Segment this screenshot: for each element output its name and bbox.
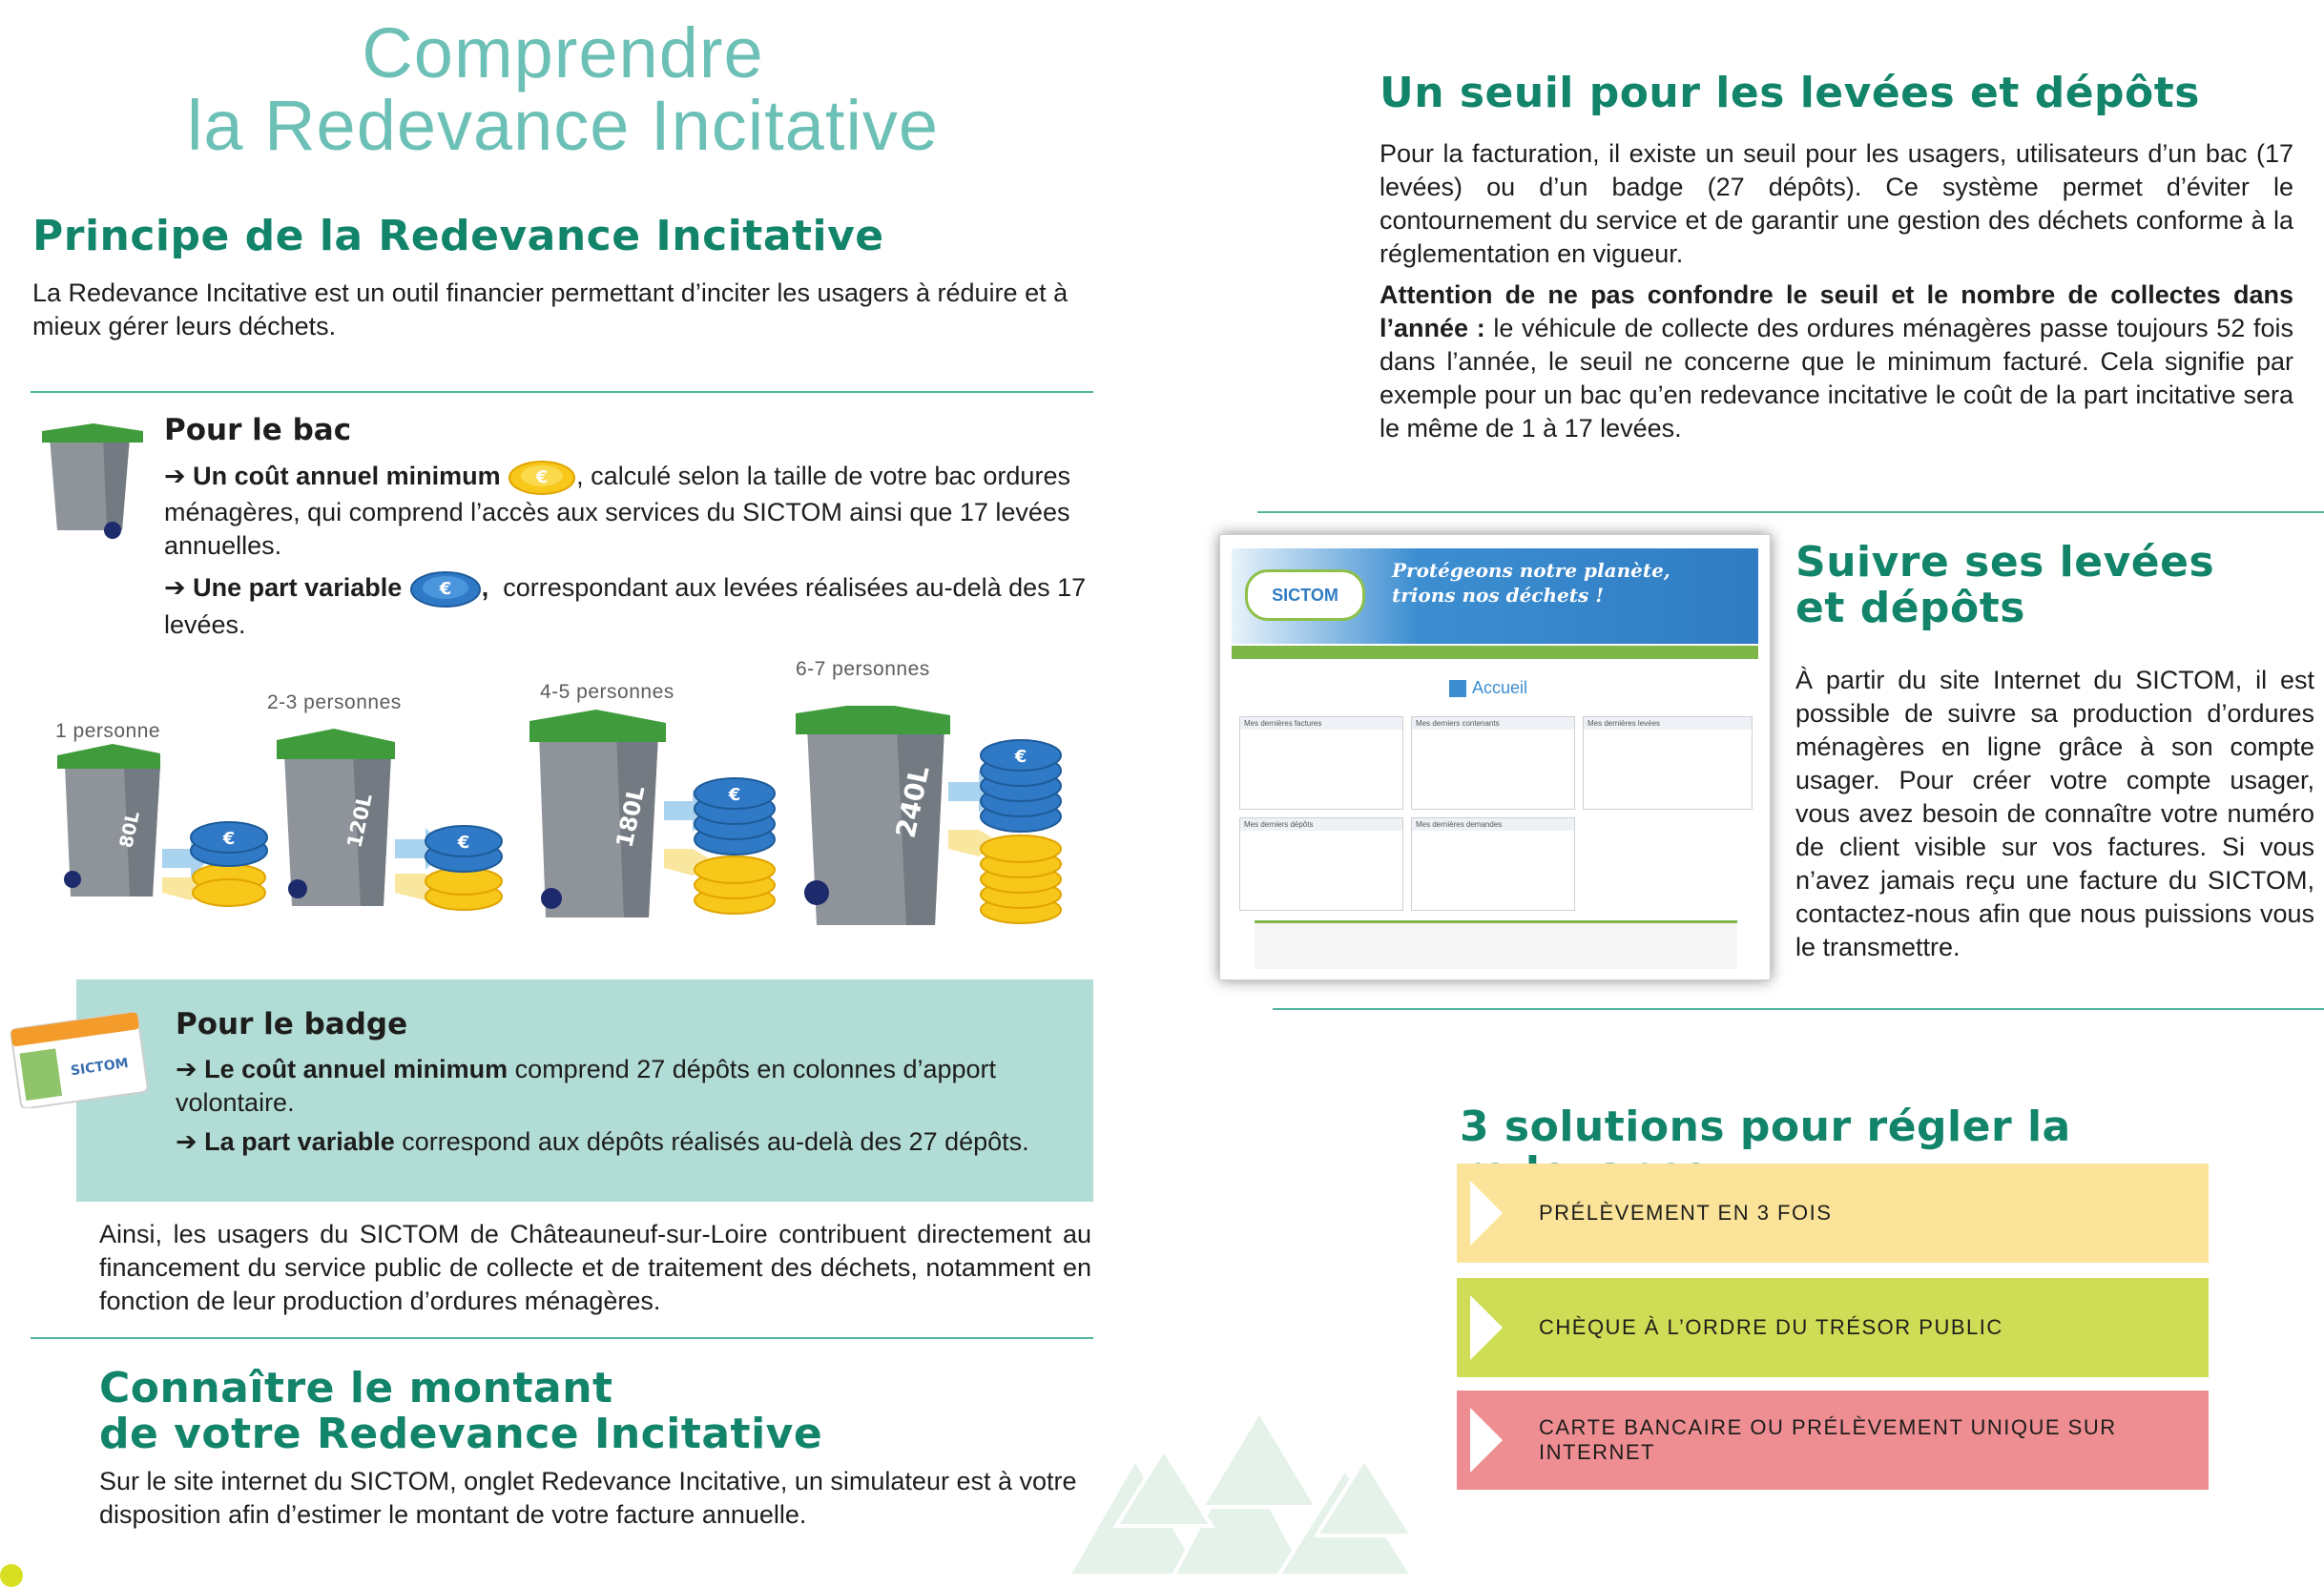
- divider: [31, 1337, 1093, 1339]
- ainsi-text: Ainsi, les usagers du SICTOM de Châteauneuf-sur-Loire contribuent directement au financement du service public de collecte et de traitement des déchets, notamment en fonction de leur production d’ordures ménagères.: [99, 1220, 1091, 1315]
- bins-illustration: [48, 706, 1078, 935]
- divider: [1257, 511, 2324, 513]
- payment-option-1: PRÉLÈVEMENT EN 3 FOIS: [1457, 1164, 2209, 1263]
- euro-label: €: [728, 785, 741, 805]
- website-screenshot: [1219, 534, 1771, 980]
- bin-label-1: 1 personne: [55, 720, 161, 742]
- screenshot-slogan: Protégeons notre planète, trions nos déchets !: [1392, 559, 1670, 607]
- triangle-right-icon: [1470, 1408, 1503, 1473]
- corner-dot: [0, 1564, 23, 1587]
- seuil-heading: Un seuil pour les levées et dépôts: [1380, 69, 2200, 117]
- screenshot-panel: [1239, 817, 1403, 911]
- suivre-heading: Suivre ses levées et dépôts: [1795, 538, 2215, 632]
- divider: [1273, 1008, 2324, 1010]
- bin-180l: [529, 710, 775, 917]
- bin-label-4: 6-7 personnes: [796, 658, 930, 680]
- seuil-para-2: Attention de ne pas confondre le seuil et le nombre de collectes dans l’année : le véhicule de collecte des ordures ménagères passe toujours 52 fois dans l’année, le seuil ne concerne que le minimum facturé. Cela signifie par exemple pour un bac qu’en redevance incitative le coût de la part incitative sera le même de 1 à 17 levées.: [1380, 280, 2294, 443]
- euro-label: €: [222, 829, 236, 849]
- sictom-logo: SICTOM: [1245, 569, 1365, 621]
- bin-size-label: 180L: [611, 783, 651, 851]
- page-title: Comprendre la Redevance Incitative: [186, 13, 940, 165]
- badge-card-icon: [8, 1011, 151, 1108]
- bin-size-label: 120L: [342, 792, 377, 851]
- badge-item-1: ➔ Le coût annuel minimum comprend 27 dépôts en colonnes d’apport volontaire.: [176, 1055, 997, 1117]
- solutions-heading: 3 solutions pour régler la: [1460, 1103, 2071, 1151]
- euro-label: €: [1014, 747, 1027, 767]
- recycle-watermark-icon: [1030, 1373, 1488, 1576]
- principe-text: La Redevance Incitative est un outil financier permettant d’inciter les usagers à réduire et à mieux gérer leurs déchets.: [32, 278, 1069, 340]
- badge-heading: Pour le badge: [176, 1007, 408, 1041]
- trash-bin-icon: [36, 418, 151, 542]
- bin-size-label: 240L: [889, 762, 936, 841]
- triangle-right-icon: [1470, 1181, 1503, 1246]
- screenshot-panel: [1411, 716, 1575, 810]
- bin-80l: [57, 744, 267, 906]
- seuil-para-1: Pour la facturation, il existe un seuil pour les usagers, utilisateurs d’un bac (17 levées) ou d’un badge (27 dépôts). Ce système permet d’éviter le contournement du service et de garantir une gestion des déchets conforme à la réglementation en vigueur.: [1380, 139, 2293, 268]
- panel-title: Mes dernières factures: [1240, 717, 1402, 730]
- screenshot-menu: [1232, 646, 1758, 659]
- arrow-right-icon: ➔: [164, 573, 186, 603]
- bin-label-2: 2-3 personnes: [267, 691, 402, 713]
- panel-title: Mes dernières demandes: [1412, 818, 1574, 831]
- payment-option-3: CARTE BANCAIRE OU PRÉLÈVEMENT UNIQUE SUR INTERNET: [1457, 1391, 2209, 1490]
- payment-option-2: CHÈQUE À L’ORDRE DU TRÉSOR PUBLIC: [1457, 1278, 2209, 1377]
- panel-title: Mes dernières levées: [1584, 717, 1752, 730]
- principe-heading: Principe de la Redevance Incitative: [32, 212, 884, 260]
- screenshot-panel: [1583, 716, 1753, 810]
- home-icon: [1449, 680, 1466, 697]
- suivre-text: À partir du site Internet du SICTOM, il est possible de suivre sa production d’ordures ménagères en ligne grâce à son compte usager. Pour créer votre compte usager, vous avez besoin de connaître votre numéro de client visible sur vos factures. Si vous n’avez jamais reçu une facture du SICTOM, contactez-nous afin que nous puissions vous le transmettre.: [1795, 666, 2314, 961]
- coin-yellow-icon: [508, 460, 576, 496]
- triangle-right-icon: [1470, 1295, 1503, 1360]
- divider: [31, 391, 1093, 393]
- connaitre-heading: Connaître le montant de votre Redevance Incitative: [99, 1364, 823, 1458]
- screenshot-footer: [1255, 920, 1737, 969]
- euro-label: €: [439, 579, 452, 599]
- bin-120l: [277, 729, 502, 910]
- bin-size-label: 80L: [115, 809, 144, 851]
- screenshot-accueil: Accueil: [1449, 678, 1527, 698]
- bac-item-2: ➔ Une part variable € , correspondant aux levées réalisées au-delà des 17 levées.: [164, 570, 1099, 642]
- badge-item-2: ➔ La part variable correspond aux dépôts réalisés au-delà des 27 dépôts.: [176, 1127, 1029, 1156]
- bac-item-1: ➔ Un coût annuel minimum € , calculé selon la taille de votre bac ordures ménagères, qui comprend l’accès aux services du SICTOM ainsi que 17 levées annuelles.: [164, 460, 1099, 563]
- screenshot-panel: [1411, 817, 1575, 911]
- panel-title: Mes derniers contenants: [1412, 717, 1574, 730]
- screenshot-banner: [1232, 548, 1758, 644]
- euro-label: €: [457, 833, 470, 853]
- bin-label-3: 4-5 personnes: [540, 681, 674, 703]
- panel-title: Mes derniers dépôts: [1240, 818, 1402, 831]
- arrow-right-icon: ➔: [176, 1055, 197, 1083]
- bac-heading: Pour le bac: [164, 413, 352, 447]
- connaitre-text: Sur le site internet du SICTOM, onglet Redevance Incitative, un simulateur est à votre disposition afin d’estimer le montant de votre facture annuelle.: [99, 1467, 1077, 1529]
- bin-240l: [796, 706, 1061, 925]
- euro-label: €: [535, 467, 549, 487]
- coin-blue-icon: [409, 570, 482, 608]
- screenshot-panel: [1239, 716, 1403, 810]
- badge-card-label: SICTOM: [70, 1055, 130, 1080]
- arrow-right-icon: ➔: [164, 462, 186, 491]
- arrow-right-icon: ➔: [176, 1127, 197, 1156]
